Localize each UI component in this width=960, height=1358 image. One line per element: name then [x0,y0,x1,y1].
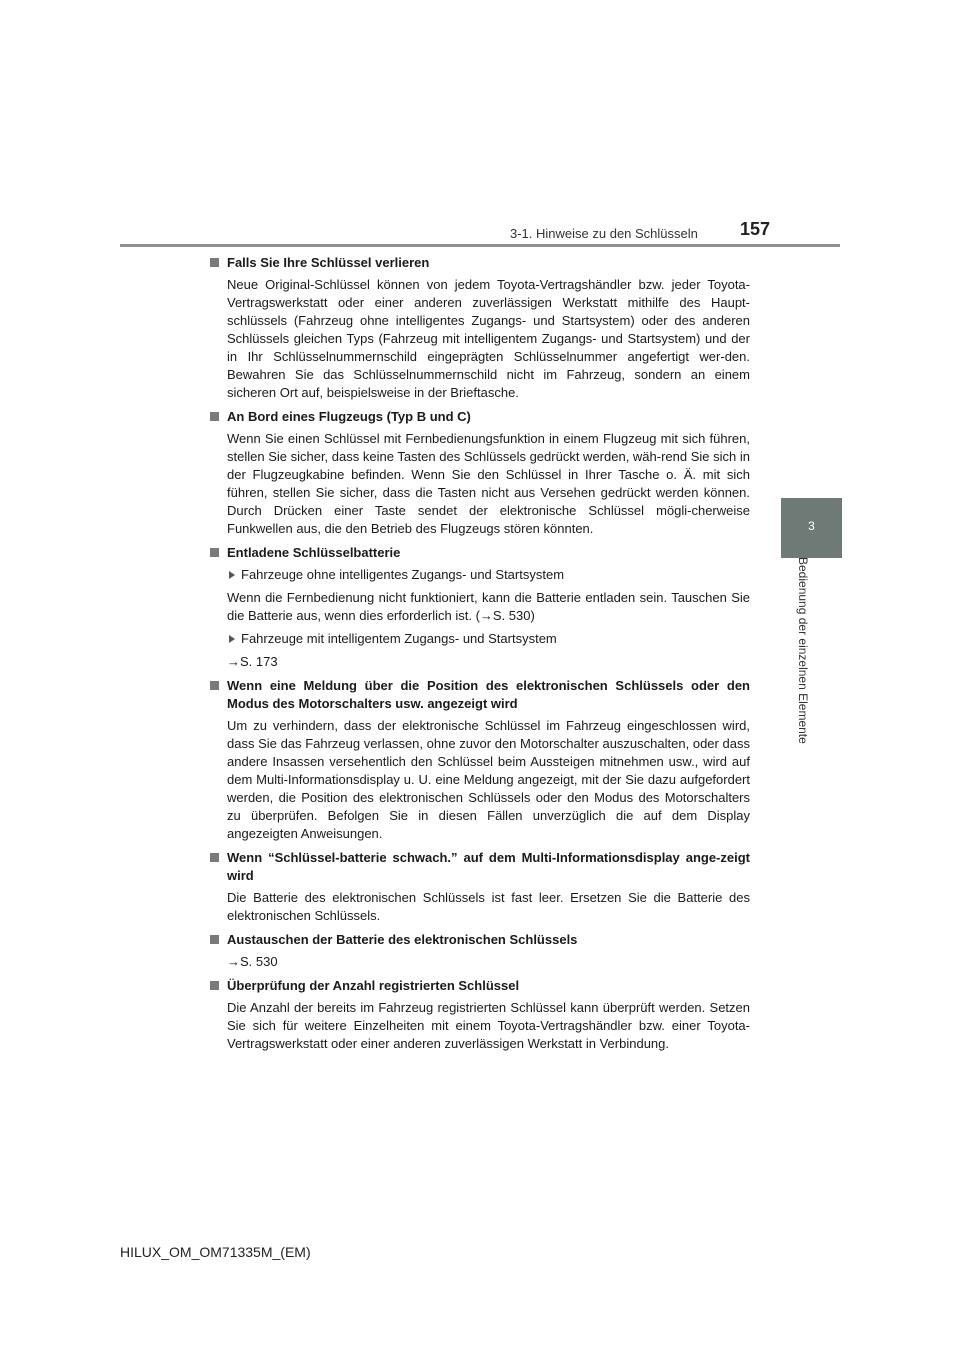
heading-text: Entladene Schlüsselbatterie [227,545,401,560]
square-bullet-icon [210,412,219,421]
triangle-bullet-icon [229,571,235,579]
section-lost-keys [210,254,750,402]
main-content [210,254,750,1059]
square-bullet-icon [210,853,219,862]
sub-item [210,630,750,648]
section-replace-battery [210,931,750,971]
chapter-tab [781,498,842,558]
page-number: 157 [740,219,771,239]
section-registered-keys [210,977,750,1053]
section-heading [210,544,750,562]
chapter-title: Bedienung der einzelnen Elemente [796,557,810,744]
sub-item-text: Fahrzeuge ohne intelligentes Zugangs- und Startsystem [241,567,565,582]
section-battery-low-message [210,849,750,925]
heading-text: Wenn eine Meldung über die Position des elektronischen Schlüssels oder den Modus des Motorschalters usw. angezeigt wird [227,678,750,711]
section-title: 3-1. Hinweise zu den Schlüsseln [510,226,698,241]
section-paragraph: Um zu verhindern, dass der elektronische Schlüssel im Fahrzeug eingeschlossen wird, dass Sie das Fahrzeug verlassen, ohne zuvor den Motorschalter auszuschalten, oder dass andere Insassen versehentlich den Schlüssel beim Aussteigen mitnehmen usw., wird auf dem Multi-Informationsdisplay u. U. eine Meldung angezeigt, mit der Sie dazu aufgefordert werden, die Position des elektronischen Schlüssels oder den Modus des Motorschalters zu überprüfen. Befolgen Sie in diesen Fällen unverzüglich die auf dem Display angezeigten Anweisungen. [227,718,750,841]
section-paragraph: Wenn Sie einen Schlüssel mit Fernbedienungsfunktion in einem Flugzeug mit sich führen, stellen Sie sicher, dass keine Tasten des Schlüssels gedrückt werden, wäh-rend Sie sich in der Flugzeugkabine befinden. Wenn Sie den Schlüssel in Ihrer Tasche o. Ä. mit sich führen, stellen Sie sicher, dass die Tasten nicht aus Versehen gedrückt werden können. Durch Drücken einer Taste sendet der elektronische Schlüssel mögli-cherweise Funkwellen aus, die den Betrieb des Flugzeugs stören könnten. [227,431,750,536]
section-battery-depleted [210,544,750,671]
chapter-number: 3 [808,519,815,533]
square-bullet-icon [210,258,219,267]
sub-item-text: Fahrzeuge mit intelligentem Zugangs- und Startsystem [241,631,557,646]
heading-text: Austauschen der Batterie des elektronischen Schlüssels [227,932,578,947]
page-reference[interactable]: →S. 173 [227,654,278,669]
heading-text: An Bord eines Flugzeugs (Typ B und C) [227,409,471,424]
page-reference[interactable]: →S. 530 [227,954,278,969]
section-heading [210,254,750,272]
section-paragraph: Die Batterie des elektronischen Schlüssels ist fast leer. Ersetzen Sie die Batterie des elektronischen Schlüssels. [227,890,750,923]
square-bullet-icon [210,548,219,557]
heading-text: Falls Sie Ihre Schlüssel verlieren [227,255,430,270]
square-bullet-icon [210,935,219,944]
section-heading [210,849,750,885]
section-airplane [210,408,750,538]
triangle-bullet-icon [229,635,235,643]
square-bullet-icon [210,681,219,690]
heading-text: Überprüfung der Anzahl registrierten Schlüssel [227,978,520,993]
document-id: HILUX_OM_OM71335M_(EM) [120,1244,311,1260]
section-paragraph: Wenn die Fernbedienung nicht funktioniert, kann die Batterie entladen sein. Tauschen Sie die Batterie aus, wenn dies erforderlich ist. (→S. 530) [227,590,750,623]
section-heading [210,977,750,995]
section-heading [210,677,750,713]
square-bullet-icon [210,981,219,990]
header-divider [120,244,840,247]
section-heading [210,931,750,949]
section-heading [210,408,750,426]
heading-text: Wenn “Schlüssel-batterie schwach.” auf dem Multi-Informationsdisplay ange-zeigt wird [227,850,750,883]
section-paragraph: Neue Original-Schlüssel können von jedem Toyota-Vertragshändler bzw. jeder Toyota-Vertragswerkstatt oder einer anderen zuverlässigen Werkstatt mithilfe des Haupt-schlüssels (Fahrzeug ohne intelligentes Zugangs- und Startsystem) oder des anderen Schlüssels gleichen Typs (Fahrzeug mit intelligentem Zugangs- und Startsystem) und der in Ihr Schlüsselnummernschild eingeprägten Schlüsselnummer angefertigt wer-den. Bewahren Sie das Schlüsselnummernschild nicht im Fahrzeug, sondern an einem sicheren Ort auf, beispielsweise in der Brieftasche. [227,277,750,400]
section-paragraph: Die Anzahl der bereits im Fahrzeug registrierten Schlüssel kann überprüft werden. Setzen Sie sich für weitere Einzelheiten mit einem Toyota-Vertragshändler bzw. einer Toyota-Vertragswerkstatt oder einer anderen zuverlässigen Werkstatt in Verbindung. [227,1000,750,1051]
sub-item [210,566,750,584]
section-key-position-message [210,677,750,843]
